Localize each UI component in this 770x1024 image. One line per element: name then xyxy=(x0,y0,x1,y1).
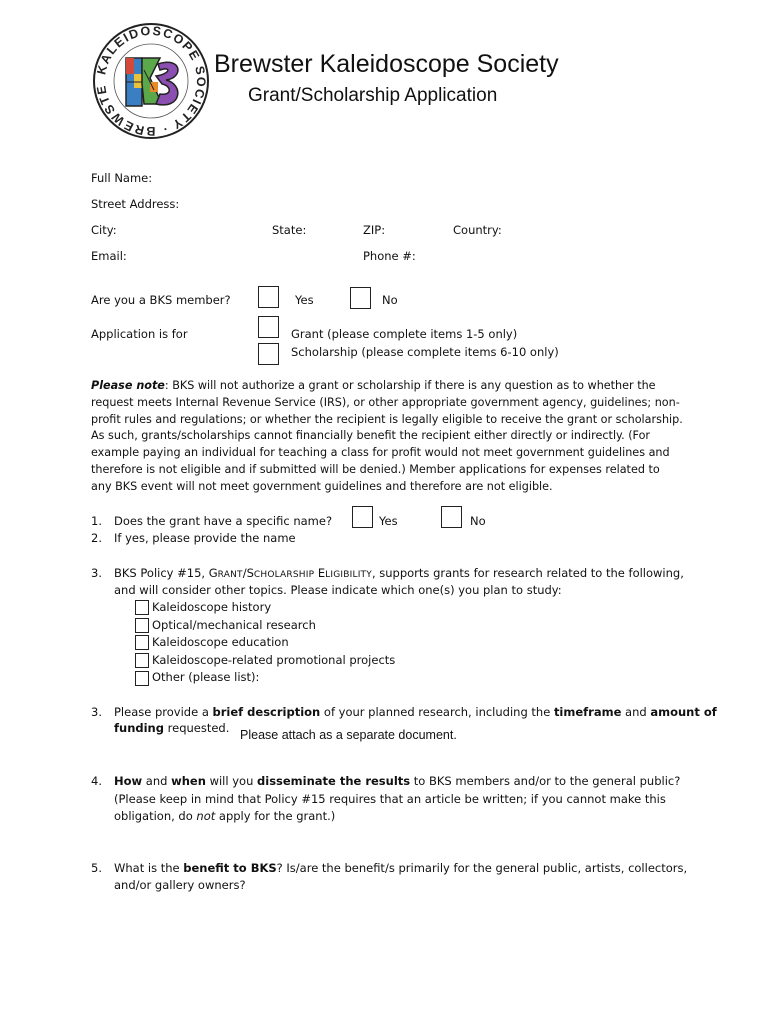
study-other-label: Other (please list): xyxy=(152,670,260,684)
q4-number: 4. xyxy=(91,774,102,788)
q5-number: 5. xyxy=(91,861,102,875)
member-yes-label: Yes xyxy=(295,293,314,307)
q1-yes-checkbox[interactable] xyxy=(352,506,373,528)
phone-label: Phone #: xyxy=(363,249,416,263)
q1-no-label: No xyxy=(470,514,486,528)
city-label: City: xyxy=(91,223,117,237)
study-optical-checkbox[interactable] xyxy=(135,618,149,633)
q4-line2: (Please keep in mind that Policy #15 requires that an article be written; if you cannot make this xyxy=(114,792,666,806)
note-text: : BKS will not authorize a grant or scholarship if there is any question as to whether the request meets Internal Revenue Service (IRS), or other appropriate government agency, guidelines; non-profit rules and regulations; or whether the recipient is legally eligible to receive the grant or scholarship. As such, grants/scholarships cannot financially benefit the recipient either directly or indirectly. (For example paying an individual for teaching a class for profit would not meet government guidelines and therefore is not eligible and if submitted will be denied.) Member applications for expenses related to any BKS event will not meet government guidelines and therefore are not eligible. xyxy=(91,379,683,493)
email-label: Email: xyxy=(91,249,127,263)
q3a-number: 3. xyxy=(91,566,102,580)
form-title: Grant/Scholarship Application xyxy=(248,85,498,106)
q3a-line1: BKS Policy #15, GRANT/SCHOLARSHIP ELIGIBILITY, supports grants for research related to the following, xyxy=(114,566,684,580)
study-other-checkbox[interactable] xyxy=(135,671,149,686)
bks-logo xyxy=(92,20,210,142)
note-paragraph xyxy=(91,378,683,496)
full-name-label: Full Name: xyxy=(91,171,153,185)
study-promotional-label: Kaleidoscope-related promotional projects xyxy=(152,653,396,667)
logo-monogram-icon xyxy=(126,58,178,106)
logo-ring-text: KALEIDOSCOPE SOCIETY · BREWSTE xyxy=(93,23,209,139)
scholarship-option-label: Scholarship (please complete items 6-10 only) xyxy=(291,345,559,359)
scholarship-checkbox[interactable] xyxy=(258,343,279,365)
q1-text: Does the grant have a specific name? xyxy=(114,514,333,528)
street-address-label: Street Address: xyxy=(91,197,180,211)
study-history-label: Kaleidoscope history xyxy=(152,600,272,614)
country-label: Country: xyxy=(453,223,502,237)
org-name: Brewster Kaleidoscope Society xyxy=(214,50,559,78)
note-lead: Please note xyxy=(91,379,165,392)
member-no-checkbox[interactable] xyxy=(350,287,371,309)
q5-line1: What is the benefit to BKS? Is/are the benefit/s primarily for the general public, artists, collectors, xyxy=(114,861,688,875)
q4-line1: How and when will you disseminate the results to BKS members and/or to the general public? xyxy=(114,774,681,788)
q1-number: 1. xyxy=(91,514,102,528)
study-education-label: Kaleidoscope education xyxy=(152,635,289,649)
grant-checkbox[interactable] xyxy=(258,316,279,338)
zip-label: ZIP: xyxy=(363,223,386,237)
q3b-line1: Please provide a brief description of your planned research, including the timeframe and amount of xyxy=(114,705,717,719)
q1-yes-label: Yes xyxy=(379,514,398,528)
attach-note: Please attach as a separate document. xyxy=(240,728,457,742)
q2-number: 2. xyxy=(91,531,102,545)
member-yes-checkbox[interactable] xyxy=(258,286,279,308)
application-for-label: Application is for xyxy=(91,327,188,341)
member-no-label: No xyxy=(382,293,398,307)
study-optical-label: Optical/mechanical research xyxy=(152,618,316,632)
q1-no-checkbox[interactable] xyxy=(441,506,462,528)
study-history-checkbox[interactable] xyxy=(135,600,149,615)
member-question: Are you a BKS member? xyxy=(91,293,231,307)
study-promotional-checkbox[interactable] xyxy=(135,653,149,668)
q3b-number: 3. xyxy=(91,705,102,719)
state-label: State: xyxy=(272,223,307,237)
q2-text: If yes, please provide the name xyxy=(114,531,296,545)
q3b-line2: funding requested. xyxy=(114,721,230,735)
q5-line2: and/or gallery owners? xyxy=(114,878,246,892)
grant-option-label: Grant (please complete items 1-5 only) xyxy=(291,327,518,341)
q3a-line2: and will consider other topics. Please indicate which one(s) you plan to study: xyxy=(114,583,562,597)
q4-line3: obligation, do not apply for the grant.) xyxy=(114,809,336,823)
study-education-checkbox[interactable] xyxy=(135,635,149,650)
